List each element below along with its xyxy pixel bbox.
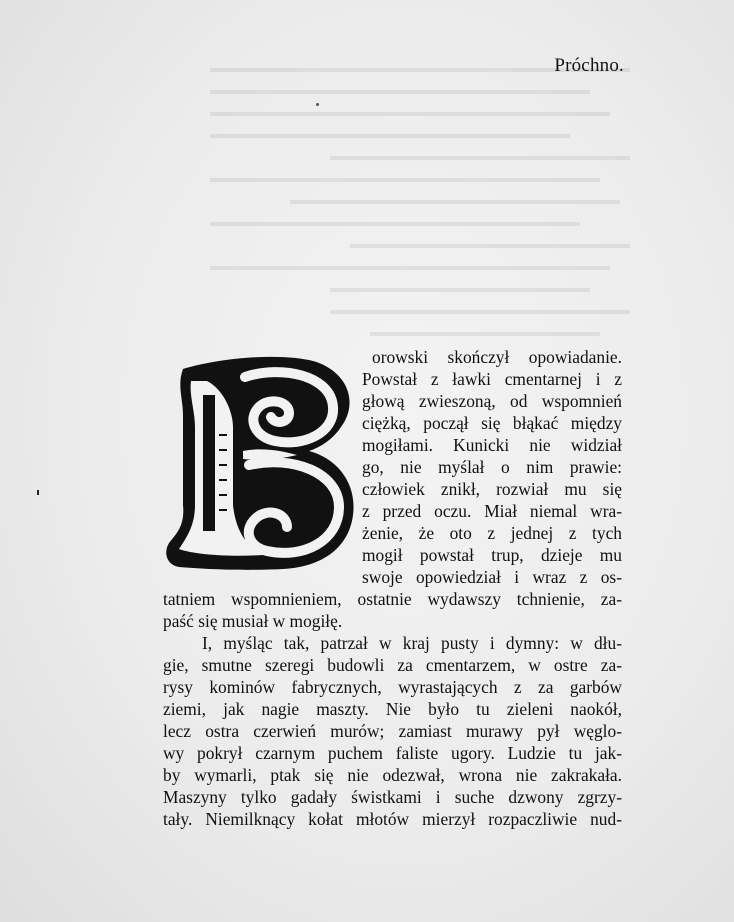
ornamental-initial-b-icon — [163, 355, 359, 571]
text-line: I, myśląc tak, patrzał w kraj pusty i dymny: w dłu- — [202, 633, 622, 653]
text-line: mogił powstał trup, dzieje mu — [362, 545, 622, 565]
text-line: Powstał z ławki cmentarnej i z — [362, 369, 622, 389]
text-line: mogiłami. Kunicki nie widział — [362, 435, 622, 455]
show-through-texture — [170, 60, 630, 367]
show-through-lines — [170, 60, 630, 360]
text-line: ciężką, począł się błąkać między — [362, 413, 622, 433]
text-line: gie, smutne szeregi budowli za cmentarzem, w ostre za- — [163, 655, 622, 675]
paper-speck — [37, 490, 39, 495]
text-line: głową zwieszoną, od wspomnień — [362, 391, 622, 411]
text-line: wy pokrył czarnym puchem faliste ugory. Ludzie tu jak- — [163, 743, 622, 763]
text-line: Maszyny tylko gadały świstkami i suche dzwony zgrzy- — [163, 787, 622, 807]
text-line: swoje opowiedział i wraz z os- — [362, 567, 622, 587]
text-line: tatniem wspomnieniem, ostatnie wydawszy tchnienie, za- — [163, 589, 622, 609]
text-line: z przed oczu. Miał niemal wra- — [362, 501, 622, 521]
text-line: paść się musiał w mogiłę. — [163, 611, 343, 631]
text-line: ziemi, jak nagie maszty. Nie było tu zieleni naokół, — [163, 699, 622, 719]
text-line: tały. Niemilknący kołat młotów mierzył rozpaczliwie nud- — [163, 809, 622, 829]
text-line: orowski skończył opowiadanie. — [372, 347, 622, 367]
text-line: człowiek znikł, rozwiał mu się — [362, 479, 622, 499]
text-line: lecz ostra czerwień murów; zamiast murawy pył węglo- — [163, 721, 622, 741]
running-header: Próchno. — [554, 55, 624, 76]
paper-speck — [316, 103, 319, 106]
text-line: rysy kominów fabrycznych, wyrastających z za garbów — [163, 677, 622, 697]
text-line: by wymarli, ptak się nie odezwał, wrona nie zakrakała. — [163, 765, 622, 785]
text-line: żenie, że oto z jednej z tych — [362, 523, 622, 543]
text-line: go, nie myślał o nim prawie: — [362, 457, 622, 477]
